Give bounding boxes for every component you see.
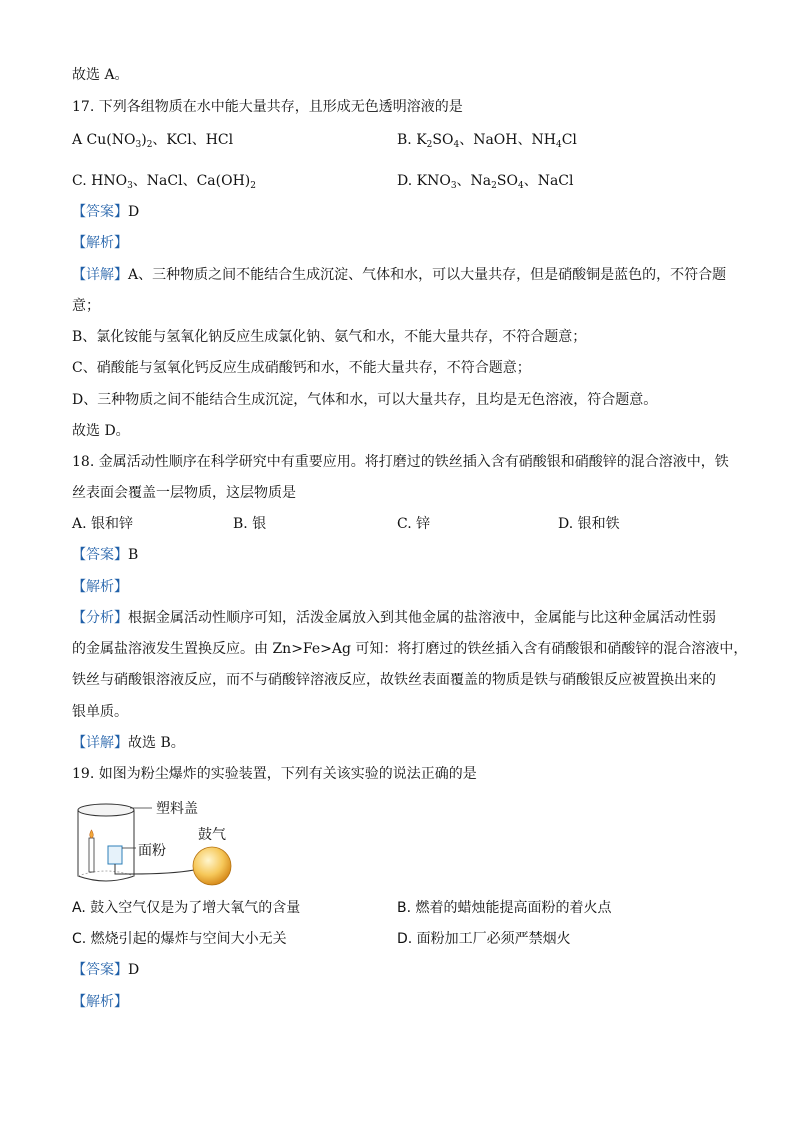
detail-18	[72, 733, 185, 753]
question-19: 19. 如图为粉尘爆炸的实验装置，下列有关该实验的说法正确的是	[72, 766, 477, 782]
q17-c-sub: 2	[250, 181, 256, 191]
q18-option-b: B. 银	[233, 516, 267, 532]
detail-17-d: D、三种物质之间不能结合生成沉淀，气体和水，可以大量共存，且均是无色溶液，符合题意。	[72, 392, 658, 408]
cylinder-body	[78, 810, 134, 881]
analysis-19-tag: 【解析】	[72, 994, 128, 1010]
q17-c-sub: 3	[127, 181, 133, 191]
analysis-18-tag: 【解析】	[72, 579, 128, 595]
detail-17-a2: 意；	[72, 298, 100, 314]
candle-flame	[90, 830, 94, 838]
q17-d-sub: 3	[450, 181, 457, 191]
q17-b-text: SO	[432, 132, 454, 148]
q17-b-text: Cl	[561, 132, 577, 148]
answer-value: B	[128, 547, 139, 563]
detail-17-c: C、硝酸能与氢氧化钙反应生成硝酸钙和水，不能大量共存，不符合题意；	[72, 360, 531, 376]
q19-option-c: C. 燃烧引起的爆炸与空间大小无关	[72, 931, 287, 947]
q19-option-d: D. 面粉加工厂必须严禁烟火	[397, 931, 571, 947]
q17-a-sub: 2	[146, 140, 153, 150]
answer-19	[72, 960, 139, 980]
conclusion-16: 故选 A。	[72, 67, 129, 83]
q17-option-a	[72, 130, 233, 155]
q17-c-text: C. HNO	[72, 173, 128, 189]
detail-text: A、三种物质之间不能结合生成沉淀、气体和水，可以大量共存，但是硝酸铜是蓝色的，不符合题	[128, 267, 727, 283]
q17-d-text: 、Na	[456, 173, 492, 189]
answer-tag: 【答案】	[72, 962, 128, 978]
answer-value: D	[128, 204, 140, 220]
candle	[89, 838, 94, 872]
flour-cup	[108, 846, 122, 864]
detail-17-b: B、氯化铵能与氢氧化钠反应生成氯化钠、氨气和水，不能大量共存，不符合题意；	[72, 329, 587, 345]
answer-17	[72, 202, 139, 222]
q17-b-sub: 4	[453, 140, 460, 150]
fenxi-text: 根据金属活动性顺序可知，活泼金属放入到其他金属的盐溶液中，金属能与比这种金属活动性弱	[128, 610, 716, 626]
q17-option-c	[72, 171, 256, 196]
q18-option-a: A. 银和锌	[72, 516, 134, 532]
fenxi-18-2: 的金属盐溶液发生置换反应。由 Zn>Fe>Ag 可知：将打磨过的铁丝插入含有硝酸银和硝酸锌的混合溶液中，	[72, 641, 748, 657]
q17-a-text: )	[141, 132, 147, 148]
conclusion-17: 故选 D。	[72, 423, 130, 439]
q19-option-a: A. 鼓入空气仅是为了增大氧气的含量	[72, 900, 301, 916]
label-lid: 塑料盖	[156, 801, 198, 817]
lid-ellipse	[78, 804, 134, 816]
fenxi-18-1	[72, 608, 716, 628]
q17-a-sub: 3	[135, 140, 142, 150]
answer-18	[72, 545, 138, 565]
q17-option-d	[397, 171, 574, 196]
q17-b-text: B. K	[397, 132, 427, 148]
detail-text: 故选 B。	[128, 735, 185, 751]
question-18-cont: 丝表面会覆盖一层物质，这层物质是	[72, 485, 296, 501]
detail-tag: 【详解】	[72, 267, 128, 283]
q17-d-text: SO	[496, 173, 518, 189]
label-blow: 鼓气	[198, 827, 226, 843]
label-flour: 面粉	[138, 843, 166, 859]
q17-a-text: A Cu(NO	[72, 132, 136, 148]
q17-b-sub: 2	[426, 140, 433, 150]
dust-explosion-figure	[72, 796, 272, 892]
q17-option-b	[397, 130, 577, 155]
fenxi-18-4: 银单质。	[72, 704, 128, 720]
question-18: 18. 金属活动性顺序在科学研究中有重要应用。将打磨过的铁丝插入含有硝酸银和硝酸锌的混合溶液中，铁	[72, 454, 729, 470]
q17-b-sub: 4	[555, 140, 562, 150]
q17-d-text: D. KNO	[397, 173, 451, 189]
answer-tag: 【答案】	[72, 204, 128, 220]
q17-d-sub: 2	[491, 181, 497, 191]
fenxi-18-3: 铁丝与硝酸银溶液反应，而不与硝酸锌溶液反应，故铁丝表面覆盖的物质是铁与硝酸银反应被置换出来的	[72, 672, 716, 688]
q19-option-b: B. 燃着的蜡烛能提高面粉的着火点	[397, 900, 612, 916]
fenxi-tag: 【分析】	[72, 610, 128, 626]
answer-tag: 【答案】	[72, 547, 128, 563]
q17-a-text: 、KCl、HCl	[152, 132, 234, 148]
q17-b-text: 、NaOH、NH	[459, 132, 556, 148]
q17-c-text: 、NaCl、Ca(OH)	[132, 173, 251, 189]
answer-value: D	[128, 962, 140, 978]
detail-tag: 【详解】	[72, 735, 128, 751]
q18-option-d: D. 银和铁	[558, 516, 620, 532]
q18-option-c: C. 锌	[397, 516, 431, 532]
q17-d-sub: 4	[517, 181, 524, 191]
air-tube	[115, 864, 194, 874]
q17-d-text: 、NaCl	[523, 173, 574, 189]
question-17: 17. 下列各组物质在水中能大量共存，且形成无色透明溶液的是	[72, 99, 463, 115]
detail-17-a	[72, 265, 726, 285]
air-bulb	[193, 847, 231, 885]
analysis-17-tag: 【解析】	[72, 235, 128, 251]
